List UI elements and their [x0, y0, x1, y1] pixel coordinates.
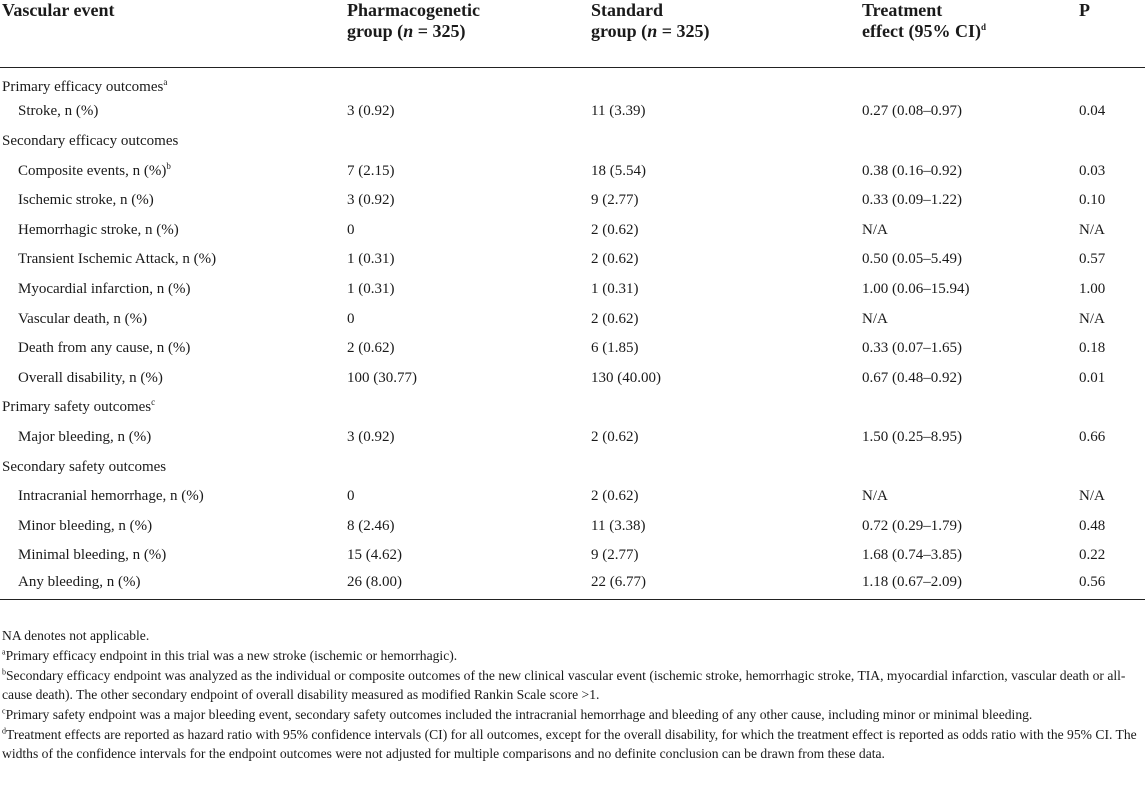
cell-p: N/A	[1079, 221, 1105, 238]
table-row	[0, 274, 1145, 304]
header-pharm-n: n	[403, 21, 414, 41]
footnote-na-text: NA denotes not applicable.	[2, 628, 150, 643]
header-standard-group	[589, 0, 860, 67]
row-label-text: Composite events, n (%)	[18, 162, 167, 179]
cell-pharm: 2 (0.62)	[347, 340, 395, 357]
cell-p: 1.00	[1079, 280, 1106, 297]
table-row	[0, 156, 1145, 186]
table-row	[0, 215, 1145, 245]
cell-pharm: 26 (8.00)	[345, 570, 589, 600]
footnote-mark: b	[166, 160, 171, 171]
footnote-d-mark: d	[2, 726, 6, 736]
row-label-text: Any bleeding, n (%)	[18, 573, 141, 590]
cell-pharm: 0	[347, 310, 355, 327]
table-header	[0, 0, 1145, 67]
table-row	[0, 570, 1145, 600]
cell-p	[1077, 393, 1145, 423]
table-footnotes	[2, 626, 1142, 764]
row-label-text: Myocardial infarction, n (%)	[18, 280, 191, 297]
cell-p	[1077, 126, 1145, 156]
section-label	[0, 67, 345, 97]
cell-p: 0.01	[1079, 369, 1106, 386]
section-row	[0, 393, 1145, 423]
cell-std: 2 (0.62)	[591, 221, 639, 238]
row-label	[0, 481, 345, 511]
cell-pharm: 8 (2.46)	[347, 517, 395, 534]
cell-p: 0.66	[1079, 428, 1106, 445]
row-label-text: Vascular death, n (%)	[18, 310, 148, 327]
footnote-na	[2, 626, 1142, 645]
cell-p	[1077, 67, 1145, 97]
cell-p: 0.56	[1077, 570, 1145, 600]
cell-pharm: 1 (0.31)	[347, 251, 395, 268]
cell-std: 11 (3.38)	[591, 517, 646, 534]
cell-p: 0.10	[1079, 192, 1106, 209]
header-std-count: = 325)	[657, 21, 710, 41]
cell-std	[589, 67, 860, 97]
row-label	[0, 156, 345, 186]
table-row	[0, 185, 1145, 215]
cell-pharm	[345, 452, 589, 482]
table-row	[0, 304, 1145, 334]
cell-pharm	[345, 67, 589, 97]
row-label-text: Overall disability, n (%)	[18, 369, 163, 386]
footnote-mark: a	[163, 77, 168, 88]
cell-effect: 0.33 (0.07–1.65)	[862, 340, 962, 357]
row-label-text: Transient Ischemic Attack, n (%)	[18, 251, 217, 268]
cell-std	[589, 393, 860, 423]
table-row	[0, 511, 1145, 541]
footnote-d-text: Treatment effects are reported as hazard ratio with 95% confidence intervals (CI) for all outcomes, except for the overall disability, for which the treatment effect is reported as odds ratio with the 95% CI. The widths of the confidence intervals for the endpoint outcomes were not adjusted for multiple comparisons and no definite conclusion can be drawn from these data.	[2, 727, 1137, 761]
header-vascular-event	[0, 0, 345, 67]
header-row	[0, 0, 1145, 67]
cell-std	[589, 126, 860, 156]
header-te-footnote-mark: d	[980, 22, 986, 32]
section-label	[0, 452, 345, 482]
header-vascular-event-text: Vascular event	[2, 0, 115, 20]
cell-effect	[860, 126, 1077, 156]
cell-pharm: 3 (0.92)	[347, 428, 395, 445]
cell-std: 1 (0.31)	[591, 280, 639, 297]
footnote-d	[2, 725, 1142, 763]
row-label-text: Minor bleeding, n (%)	[18, 517, 153, 534]
row-label	[0, 422, 345, 452]
row-label	[0, 333, 345, 363]
row-label	[0, 245, 345, 275]
row-label	[0, 570, 345, 600]
row-label-text: Secondary efficacy outcomes	[2, 132, 179, 149]
cell-std: 9 (2.77)	[591, 192, 639, 209]
header-pharmacogenetic-group	[345, 0, 589, 67]
footnote-a-text: Primary efficacy endpoint in this trial was a new stroke (ischemic or hemorrhagic).	[5, 648, 458, 663]
footnote-b-text: Secondary efficacy endpoint was analyzed as the individual or composite outcomes of the new clinical vascular event (ischemic stroke, hemorrhagic stroke, TIA, myocardial infarction, vascular death or all-cause death). The other secondary endpoint of overall disability measured as modified Rankin Scale score >1.	[2, 668, 1126, 702]
row-label-text: Intracranial hemorrhage, n (%)	[18, 488, 204, 505]
cell-std	[589, 452, 860, 482]
cell-effect: 1.00 (0.06–15.94)	[862, 280, 970, 297]
footnote-b	[2, 666, 1142, 704]
table-row	[0, 363, 1145, 393]
footnote-c-text: Primary safety endpoint was a major bleeding event, secondary safety outcomes included the intracranial hemorrhage and bleeding of any other cause, including minor or minimal bleeding.	[5, 707, 1033, 722]
footnote-mark: c	[151, 397, 156, 408]
header-te-line2: effect (95% CI)	[862, 21, 981, 41]
cell-pharm: 3 (0.92)	[347, 192, 395, 209]
table-row	[0, 481, 1145, 511]
header-te-line1: Treatment	[862, 0, 943, 20]
section-label	[0, 393, 345, 423]
cell-p: 0.57	[1079, 251, 1106, 268]
row-label-text: Secondary safety outcomes	[2, 458, 167, 475]
cell-effect: N/A	[862, 488, 888, 505]
cell-pharm	[345, 126, 589, 156]
row-label	[0, 363, 345, 393]
cell-effect	[860, 67, 1077, 97]
cell-effect	[860, 452, 1077, 482]
section-row	[0, 126, 1145, 156]
row-label	[0, 304, 345, 334]
cell-std: 11 (3.39)	[591, 103, 646, 120]
cell-pharm	[345, 393, 589, 423]
footnote-a-mark: a	[2, 647, 6, 657]
cell-p: 0.04	[1079, 103, 1106, 120]
section-label	[0, 126, 345, 156]
row-label	[0, 541, 345, 571]
cell-std: 2 (0.62)	[591, 428, 639, 445]
cell-std: 130 (40.00)	[591, 369, 661, 386]
header-std-line1: Standard	[591, 0, 664, 20]
table-row	[0, 97, 1145, 127]
cell-effect: 1.68 (0.74–3.85)	[862, 547, 962, 564]
row-label	[0, 511, 345, 541]
cell-effect: 0.33 (0.09–1.22)	[862, 192, 962, 209]
cell-pharm: 0	[347, 488, 355, 505]
cell-effect: 0.67 (0.48–0.92)	[862, 369, 962, 386]
header-std-n: n	[647, 21, 658, 41]
cell-std: 2 (0.62)	[591, 251, 639, 268]
cell-p: 0.18	[1079, 340, 1106, 357]
cell-effect: 0.50 (0.05–5.49)	[862, 251, 962, 268]
cell-std: 18 (5.54)	[591, 162, 646, 179]
cell-effect: 1.50 (0.25–8.95)	[862, 428, 962, 445]
table-row	[0, 541, 1145, 571]
row-label-text: Ischemic stroke, n (%)	[18, 192, 154, 209]
row-label-text: Primary efficacy outcomes	[2, 79, 164, 96]
row-label	[0, 215, 345, 245]
cell-p: 0.22	[1079, 547, 1106, 564]
cell-std: 6 (1.85)	[591, 340, 639, 357]
cell-p: N/A	[1079, 488, 1105, 505]
footnote-a	[2, 646, 1142, 665]
section-row	[0, 452, 1145, 482]
cell-p	[1077, 452, 1145, 482]
cell-pharm: 7 (2.15)	[347, 162, 395, 179]
cell-std: 2 (0.62)	[591, 310, 639, 327]
row-label	[0, 185, 345, 215]
header-p-value	[1077, 0, 1145, 67]
row-label-text: Primary safety outcomes	[2, 399, 152, 416]
header-std-line2: group (	[591, 21, 648, 41]
cell-effect: 1.18 (0.67–2.09)	[860, 570, 1077, 600]
row-label-text: Death from any cause, n (%)	[18, 340, 191, 357]
cell-effect: 0.38 (0.16–0.92)	[862, 162, 962, 179]
table-row	[0, 333, 1145, 363]
cell-p: 0.48	[1079, 517, 1106, 534]
footnote-c-mark: c	[2, 706, 6, 716]
cell-pharm: 100 (30.77)	[347, 369, 417, 386]
cell-effect	[860, 393, 1077, 423]
cell-effect: N/A	[862, 310, 888, 327]
header-p-text: P	[1079, 0, 1090, 20]
cell-pharm: 3 (0.92)	[347, 103, 395, 120]
header-pharm-line1: Pharmacogenetic	[347, 0, 480, 20]
table-row	[0, 245, 1145, 275]
header-pharm-count: = 325)	[413, 21, 466, 41]
table-row	[0, 422, 1145, 452]
header-treatment-effect	[860, 0, 1077, 67]
cell-std: 2 (0.62)	[591, 488, 639, 505]
row-label-text: Hemorrhagic stroke, n (%)	[18, 221, 179, 238]
header-pharm-line2: group (	[347, 21, 404, 41]
row-label	[0, 97, 345, 127]
row-label-text: Stroke, n (%)	[18, 103, 99, 120]
cell-pharm: 15 (4.62)	[347, 547, 402, 564]
cell-pharm: 0	[347, 221, 355, 238]
footnote-b-mark: b	[2, 667, 6, 677]
cell-std: 9 (2.77)	[591, 547, 639, 564]
row-label-text: Minimal bleeding, n (%)	[18, 547, 167, 564]
cell-p: N/A	[1079, 310, 1105, 327]
cell-pharm: 1 (0.31)	[347, 280, 395, 297]
cell-effect: N/A	[862, 221, 888, 238]
row-label-text: Major bleeding, n (%)	[18, 428, 152, 445]
cell-effect: 0.72 (0.29–1.79)	[862, 517, 962, 534]
cell-p: 0.03	[1079, 162, 1106, 179]
cell-effect: 0.27 (0.08–0.97)	[862, 103, 962, 120]
section-row	[0, 67, 1145, 97]
table-body	[0, 67, 1145, 600]
row-label	[0, 274, 345, 304]
footnote-c	[2, 705, 1142, 724]
cell-std: 22 (6.77)	[589, 570, 860, 600]
